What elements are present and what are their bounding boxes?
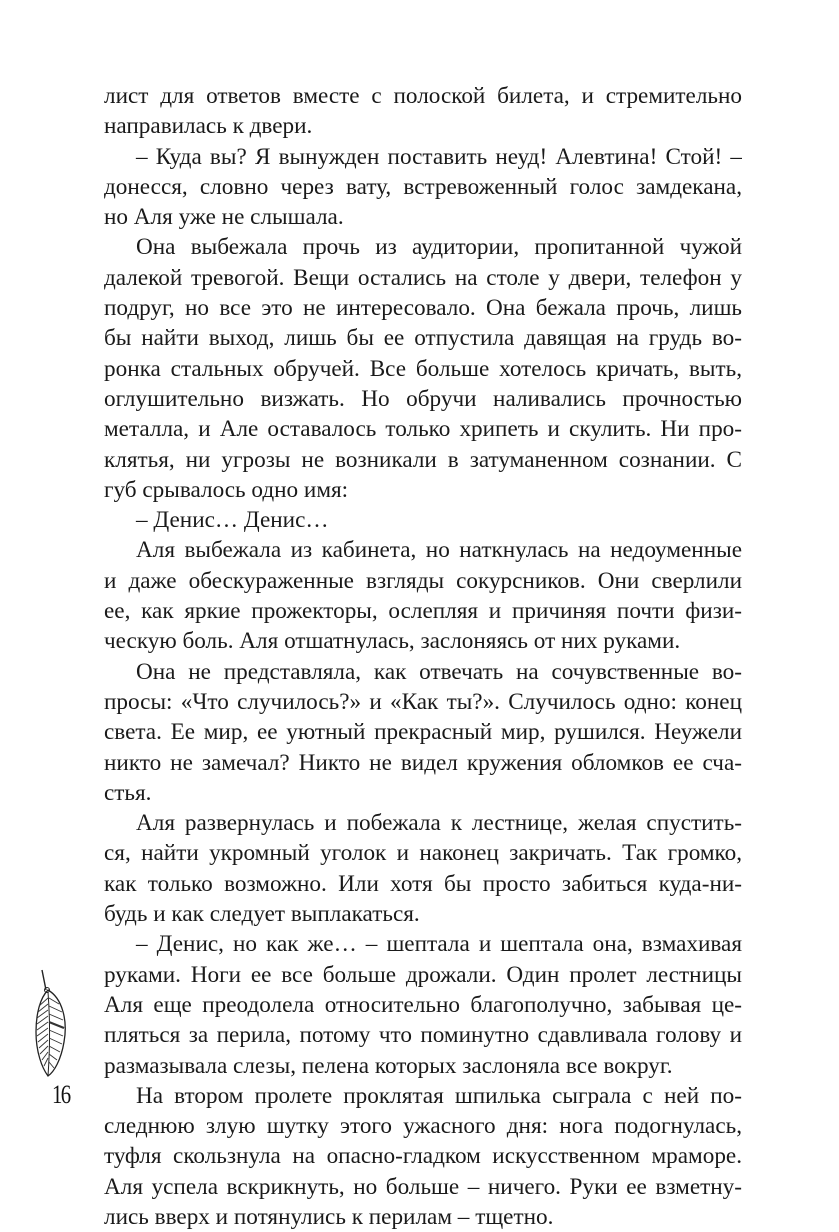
text-line: следнюю злую шутку этого ужасного дня: нога подогнулась,: [104, 1113, 742, 1140]
text-line: Она не представляла, как отвечать на сочувственные во-: [136, 658, 742, 685]
text-line: клятья, ни угрозы не возникали в затуманенном сознании. С: [104, 446, 742, 473]
text-line: – Куда вы? Я вынужден поставить неуд! Алевтина! Стой! –: [136, 143, 742, 170]
text-line: света. Ее мир, ее уютный прекрасный мир, рушился. Неужели: [104, 719, 742, 746]
text-line: бы найти выход, лишь бы ее отпустила давящая на грудь во-: [104, 325, 742, 352]
text-line: ронка стальных обручей. Все больше хотелось кричать, выть,: [104, 355, 742, 382]
page-number: 16: [52, 1080, 70, 1109]
text-line: Аля выбежала из кабинета, но наткнулась на недоуменные: [136, 537, 742, 564]
feather-icon: [28, 968, 72, 1080]
text-line: На втором пролете проклятая шпилька сыграла с ней по-: [136, 1082, 742, 1109]
text-line: лись вверх и потянулись к перилам – тщетно.: [104, 1203, 554, 1230]
text-line: донесся, словно через вату, встревоженный голос замдекана,: [104, 173, 742, 200]
text-line: – Денис, но как же… – шептала и шептала она, взмахивая: [136, 931, 742, 958]
text-line: далекой тревогой. Вещи остались на столе у двери, телефон у: [104, 264, 742, 291]
text-line: но Аля уже не слышала.: [104, 204, 344, 231]
text-line: лист для ответов вместе с полоской билета, и стремительно: [104, 83, 742, 109]
text-line: ся, найти укромный уголок и наконец закричать. Так громко,: [104, 840, 742, 867]
text-line: направилась к двери.: [104, 113, 313, 140]
text-line: размазывала слезы, пелена которых заслоняла все вокруг.: [104, 1052, 673, 1079]
text-line: Аля еще преодолела относительно благополучно, забывая це-: [104, 991, 742, 1018]
text-line: стья.: [104, 779, 152, 806]
text-line: – Денис… Денис…: [136, 507, 329, 534]
text-line: подруг, но все это не интересовало. Она бежала прочь, лишь: [104, 295, 742, 322]
text-line: Аля развернулась и побежала к лестнице, желая спустить-: [136, 810, 742, 837]
text-line: пляться за перила, потому что поминутно сдавливала голову и: [104, 1022, 742, 1049]
text-line: как только возможно. Или хотя бы просто забиться куда-ни-: [104, 870, 742, 897]
text-line: губ срывалось одно имя:: [104, 476, 349, 503]
text-line: ее, как яркие прожекторы, ослепляя и причиняя почти физи-: [104, 598, 742, 625]
body-text: [104, 81, 742, 1232]
text-line: оглушительно визжать. Но обручи наливались прочностью: [104, 385, 742, 412]
text-line: просы: «Что случилось?» и «Как ты?». Случилось одно: конец: [104, 688, 742, 715]
text-line: никто не замечал? Никто не видел кружения обломков ее сча-: [104, 749, 742, 776]
text-line: металла, и Але оставалось только хрипеть и скулить. Ни про-: [104, 416, 742, 443]
text-line: будь и как следует выплакаться.: [104, 901, 420, 928]
text-line: и даже обескураженные взгляды сокурсников. Они сверлили: [104, 567, 742, 594]
text-line: Аля успела вскрикнуть, но больше – ничего. Руки ее взметну-: [104, 1173, 742, 1200]
text-line: ческую боль. Аля отшатнулась, заслоняясь от них руками.: [104, 628, 681, 655]
text-line: туфля скользнула на опасно-гладком искусственном мраморе.: [104, 1143, 742, 1170]
text-line: Она выбежала прочь из аудитории, пропитанной чужой: [136, 234, 742, 261]
text-line: руками. Ноги ее все больше дрожали. Один пролет лестницы: [104, 961, 742, 988]
